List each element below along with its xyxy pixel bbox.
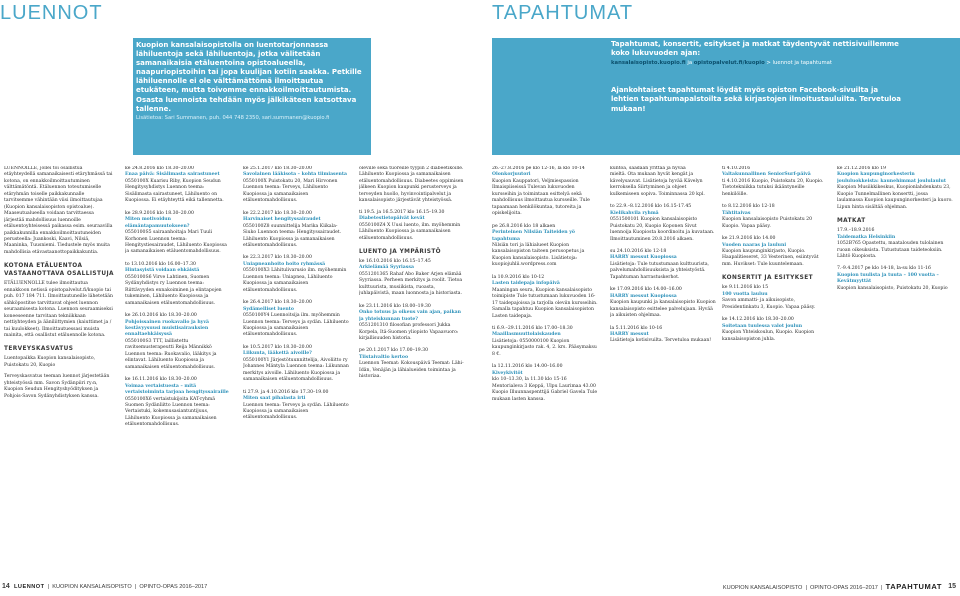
- event-item: [722, 317, 828, 343]
- event-date: ke 21.9.2016 klo 14.00: [722, 236, 776, 242]
- event-item: [243, 390, 350, 422]
- event-title: Sydämelliset luento: [243, 306, 294, 312]
- event-body: 0550100X6 vertaistukijoita KAT-ryhmä Suomen Sydänliitto Luennon teema: Vertaistuki, kokemusasiantuntijuus, Lähiluento Kuopiossa ja samanaikaisen etäluentomahdollisuus.: [125, 396, 217, 428]
- col1-p3: Luentopaikka Kuopion kansalaisopisto, Puistokatu 20, Kuopio: [4, 356, 96, 368]
- event-item: [610, 287, 716, 319]
- event-date: 26.-27.8.2016 pe klo 12-16, la klo 10-14: [492, 166, 585, 171]
- event-title: Soitetaan tuulessa valot joulun: [722, 323, 803, 329]
- event-body: mieltä. Ota mukaan hyvät kengät ja kävelysauvat. Lisätietoja hyvää Kävelyn kerroksella Siirtyminen ja ohjeet kulkemiseen sopiva. Toiminnassa 20 kpl.: [610, 172, 705, 197]
- website-link[interactable]: kansalaisopisto.kuopio.fi: [611, 59, 686, 66]
- event-item: [837, 166, 955, 211]
- link-separator: ja: [687, 59, 693, 66]
- event-item: [359, 259, 467, 298]
- event-title: Lasten taidepaja infopäivä: [492, 281, 560, 287]
- event-title: Kielikahvila ryhmä: [610, 210, 659, 216]
- event-date: ke 16.10.2016 klo 16.15–17.45: [359, 258, 431, 264]
- event-item: [125, 166, 232, 205]
- event-body: 0550100S3 TTT, laillistettu ravitsemusterapeutti Reija Männikkö Luennon teema: Ruokavalio, lääkitys ja elintavat. Lähiluento Kuopiossa ja samanaikaisen etäluentomahdollisuus.: [125, 338, 217, 370]
- column-1: [4, 166, 114, 564]
- event-item: [610, 204, 716, 243]
- event-item: [492, 326, 598, 358]
- event-date: kuntoa, saadaan yrittää ja hyvää: [610, 166, 686, 171]
- event-body: 0551201310 filosofian professori Jukka Korpela, Itä-Suomen yliopisto Vapaavuoro: kirjallisuuden historia.: [359, 323, 459, 341]
- column-3: [243, 166, 350, 564]
- column-5: [492, 166, 598, 564]
- event-title: Miten saat pihalasta irti: [243, 396, 306, 402]
- event-date: to 22.9.–8.12.2016 klo 16.15-17.45: [610, 204, 692, 210]
- intro-text: Kuopion kansalaisopistolla on luentotarjonnassa lähiluentoja sekä lähiluentoja, jotka välitetään samanaikaisia etäluentoina opistoalueella, naapuriopistoihin tai jopa kuulijan kotiin saakka. Petkille lähiluennolle ei ole välttämättömä ilmoittautua etukäteen, mutta toivomme ennakkoilmoittautumista. Osasta luennoista tehdään myös jälkikäteen katsottava tallenne.: [136, 41, 362, 113]
- event-date: la 12.11.2016 klo 14.00–16.00: [492, 364, 563, 370]
- event-body: 0551500101 Kuopion kansalaisopisto Puistokatu 20, Kuopio Koponen Sivut luennoija Kuopiosta koordinoitu ja kuvataan. Ilmoittautuminen 20.8.2016 alkaen.: [610, 217, 715, 242]
- col1-heading-3: TERVEYSKASVATUS: [4, 346, 74, 353]
- event-item: [243, 166, 350, 205]
- event-body: ti 4.10.2016 Kuopio, Puistokatu 20, Kuopio. Tietotekniikka tutuksi ikääntyneille henkilöille.: [722, 178, 824, 197]
- event-title: Perinteinen Nilsiän Taiteiden yö tapahtuma: [492, 230, 575, 242]
- event-item: [837, 266, 955, 292]
- event-body: Kuopion kaupunginkirjasto, Kuopio. Haapalitieseret, 33 Vesterinen, esiintyvät mm. Huvikset: Tule kuuntelemaan.: [722, 248, 819, 267]
- event-title: Voimaa vertaistuesta – mitä vertaistoiminta tarjoaa hengityssairaille: [125, 383, 229, 396]
- event-body: 0550100Z4 X Uusi luento, ilm. myöhemmin Lähiluento Kuopiossa ja samanaikaisen etäluentomahdollisuus.: [359, 222, 461, 241]
- event-body: Nilsiän tori ja lähialueet Kuopion kansalaisopiston taiteen perusopetus ja Kuopion kansalaisopisto. Lisätietoja: kuopiojuhlii.wordpress.com: [492, 242, 585, 268]
- intro-right-body-2: Ajankohtaiset tapahtumat löydät myös opiston Facebook-sivuilta ja lehtien tapahtumapalstoilta sekä kirjastojen ilmoitustauluilta. Tervetuloa mukaan!: [611, 86, 902, 113]
- event-body: 0550100X Kuarisu Riby, Kuopion Seudun Hengitysyhdistys Luennon teema: Sisälimasta sairastuneet, Lähiluento on Kuopiossa. Ei etäyhteyttä eikä tallennetta.: [125, 178, 224, 204]
- col1-heading-2: KOTONA ETÄLUENTOA VASTAANOTTAVA OSALLISTUJA: [4, 263, 114, 278]
- event-item: [125, 313, 232, 371]
- event-title: Harvinaiset hengityssairaudet: [243, 217, 321, 223]
- event-title: Onko totuus ja oikeus vain ajan, paikan ja yhteiskunnan tuote?: [359, 310, 461, 322]
- event-body: Luennon teema: Terveys ja sydän. Lähiluento Kuopiossa ja samanaikaisen etäluentomahdollisuus.: [243, 402, 349, 421]
- col8-heading: MATKAT: [837, 218, 866, 225]
- col7-heading: KONSERTIT JA ESITYKSET: [722, 275, 813, 282]
- event-title: Tiistaivaltio kertoo: [359, 354, 409, 360]
- event-date: ke 24.8.2016 klo 18.30–20.00: [125, 166, 194, 171]
- event-date: ke 26.10.2016 klo 18.30–20.00: [125, 313, 197, 319]
- event-title: Pohjoissainen ruokavalio ja hyvä kestävyysuusi muistisairauksien ennaltaehkäisyssä: [125, 319, 209, 338]
- footer-breadcrumb-right: KUOPION KANSALAISOPISTO | OPINTO-OPAS 2016–2017 | TAPAHTUMAT: [722, 582, 942, 591]
- column-8: [837, 166, 955, 564]
- event-title: HARRY messut: [610, 331, 649, 337]
- event-body: Kuopion Yhteiskoulun, Kuopio. Kuopion kansalaisopiston juhla.: [722, 330, 815, 342]
- event-item: [243, 300, 350, 339]
- event-date: ti 27.9. ja 4.10.2016 klo 17.30–19.00: [243, 389, 329, 395]
- event-date: su 24.10.2016 klo 12-18: [610, 248, 667, 254]
- footer-section-luennot: LUENNOT: [14, 584, 45, 590]
- event-title: Enaa päivä: Sisälimasta sairastuneet: [125, 172, 220, 178]
- page-footer: [0, 578, 960, 596]
- event-title: 100 vuotta lauluu: [722, 291, 768, 297]
- section-title-luennot: LUENNOT: [0, 2, 103, 24]
- column-6: [610, 166, 716, 564]
- event-body: Savon ammatti- ja aikuisopisto, Presidentinkatu 3, Kuopio. Vapaa pääsy.: [722, 298, 816, 310]
- intro-contact: Lisätietoa: Sari Summanen, puh. 044 748 2350, sari.summanen@kuopio.fi: [136, 114, 330, 121]
- event-item: [243, 211, 350, 250]
- event-title: Tähtitaivas: [722, 210, 751, 216]
- event-body: Luennon Teemat: Kokouspäivä Teemat: Lähi-Idän, Venäjän ja lähialueiden toimintaa ja historiaa.: [359, 361, 464, 380]
- event-body: Kuopion kaupunki ja kansalaisopisto Kuopion kansalaisopisto esittelee palvelujaan. Hyvää ja aikuisten ohjelmaa.: [610, 300, 716, 319]
- footer-guide-right: OPINTO-OPAS 2016–2017: [810, 585, 878, 591]
- event-body: Kuopion kansalaisopisto Puistokatu 20 Kuopio. Vapaa pääsy.: [722, 217, 812, 229]
- event-title: Uniapneanhoito hoito ryhmässä: [243, 261, 326, 267]
- event-body: Lisätietoja: 0550000100 Kuopion kaupunginkirjasto rak. 4, 2. krs. Pääsymaksu 8 €.: [492, 338, 597, 357]
- event-date: ti 19.5. ja 16.5.2017 klo 16.15–19.30: [359, 209, 445, 215]
- intro-block-2: [611, 86, 901, 114]
- event-title: Kiveykivitöt: [492, 370, 523, 376]
- event-item: [722, 204, 828, 230]
- event-title: Taidematka Helsinkiin: [837, 234, 896, 240]
- event-title: Arkielämää Syyriassa: [359, 265, 414, 271]
- event-date: ti 4.10.2016: [722, 166, 751, 171]
- event-date: 17.9.–18.9.2016: [837, 228, 875, 234]
- event-title: Miten motivoidun elämäntapamuutokseen?: [125, 217, 190, 229]
- event-item: [359, 210, 467, 242]
- intro-right-body-1: Tapahtumat, konsertit, esitykset ja matkat täydentyvät nettisivuillemme koko lukuvuoden ajan:: [611, 40, 899, 58]
- column-2: [125, 166, 232, 564]
- event-date: ti 6.9.–29.11.2016 klo 17.00–18.30: [492, 325, 573, 331]
- col4-heading: LUENTO JA YMPÄRISTÖ: [359, 248, 442, 255]
- event-item: [722, 285, 828, 311]
- event-body: klo 10–13.30, la 11.30 klo 15-16 Mentorialeva 3 Keppä, Ulpu Laurimaa 43.00 Kuopio Illuunnaspenttijä Gabriel Gavela Tule mukaan lasten kanssa.: [492, 377, 598, 402]
- event-body: 0550100Y1 Järjestötuunnittelija, Aivoliitto ry Johannes Mäntyla Luennon teema: Liikunnan merkitys aivoille. Lähiluento Kuopiossa ja samanaikaisen etäluentomahdollisuus.: [243, 357, 349, 383]
- column-7: [722, 166, 828, 564]
- event-date: ke 26.4.2017 klo 18.30–20.00: [243, 300, 312, 306]
- col1-p4: Terveyskasvatus teeman luennot järjestetään yhteistyössä mm. Savon Sydänpiiri ry:n, Kuopion Seudun Hengityshyödityksen ja Pohjois-Savon Sydänyhdistyksen kanssa.: [4, 374, 110, 399]
- event-item: [359, 304, 467, 343]
- col4-p1: oleville sekä tuoreille tyypin 2 diabeetikoille. Lähiluento Kuopiossa ja samanaikaisen etäluentomahdollisuus. Diabeetes oppimisen jälkeen Kuopion kaupunki perusterveys ja terveyden huollo, hyvinvointipalvelut ja kansalaisopisto järjestävät yhteistyössä.: [359, 166, 464, 204]
- event-title: HARRY messut Kuopiossa: [610, 255, 677, 261]
- event-title: Olonkorjuutori: [492, 172, 531, 178]
- event-title: Kuopion tuulista ja tuuta – 100 vuotta – Kevätmyyttät: [837, 272, 939, 285]
- event-body: Kuopion Kauppatori, Veljmiespassion Ilmaispiiseissä Tulevan lukuvuoden kursseihin ja toimintaan esittelyä sekä mahdollisuus ilmoittautua kursseille. Tule tapaamaan henkilökuntaa, tutoreita ja opiskelijoita.: [492, 178, 590, 217]
- event-title: HARRY messut Kuopiossa: [610, 293, 677, 299]
- event-body: Kuopion Musiikkikeskus, Kuopionlahdenkatu 23, Kuopio Tunnelmallinen konsertti, jossa laulamassa Kuopion kaupunginorkesteri ja kuoro. Lipun hinta sisältää ohjelman.: [837, 185, 953, 210]
- event-date: ke 10.5.2017 klo 18.30–20.00: [243, 344, 312, 350]
- event-title: Maaillasmuuttolaiskauden: [492, 332, 561, 338]
- event-item: [610, 249, 716, 281]
- event-title: Liikunta, lääkettä aivoille?: [243, 351, 312, 357]
- event-title: Valtakunnallinen SeniorSurf-päivä: [722, 172, 811, 178]
- event-item: [492, 364, 598, 403]
- event-date: 7.-9.4.2017 pe klo 14-18, la-su klo 11-16: [837, 266, 931, 272]
- event-date: la 5.11.2016 klo 10-16: [610, 325, 663, 331]
- footer-guide-left: OPINTO-OPAS 2016–2017: [139, 584, 208, 590]
- event-title: Diabetestietopäivät kevät: [359, 216, 425, 222]
- col1-p1: LUENNOILLE, jollei toi osallistua etäyhteydellä samanaikaisesti etäryhmässä tai kotona, on ennakkoilmoittautuminen välttämätöntä. Etäluennon toteutumiselle etäryhmän toiselle paikkakunnalle tarvitsemme vähintään viisi ilmoittautujaa (Kuopion kansalaisopiston opistoalue). Maaseutualueella voidaan tarvittaessa järjestää mahdollisuus luennoille etäluentoyhteisessä paikassa esim. seuraavilla paikkakunnilla ennakkoilmoittautuneiden perusteella: Juankoski, Kaavi, Nilsiä, Maaninka, Tuusniemi. Tiedustele myös muita mahdollisia etävastaanottopaikkakuntia.: [4, 166, 113, 255]
- event-item: [359, 348, 467, 380]
- event-date: ke 16.11.2016 klo 18.30–20.00: [125, 377, 197, 383]
- page-number-right: 15: [948, 583, 956, 590]
- website-link-2[interactable]: opistopalvelut.fi/kuopio: [693, 59, 765, 66]
- event-date: to 8.12.2016 klo 12-18: [722, 204, 775, 210]
- footer-org-left: KUOPION KANSALAISOPISTO: [52, 584, 132, 590]
- event-item: [492, 166, 598, 218]
- event-date: ke 21.12.2016 klo 19: [837, 166, 887, 171]
- event-body: 0551201365 Rahaf Abo Baker Arjen elämää Syyriassa. Perheen merkitys ja roolit. Tietoa kulttuurista, musiikista, ruoasta, juhlapäivistä, maan luonnosta ja historiasta.: [359, 271, 463, 297]
- col1-p2: ETÄLUENNOLLE tulee ilmoittautua ennakkoon netissä opistopalvelut.fi/kuopio tai puh. 017 184 711. Ilmoittautuneille lähetetään sähköpostitse tarvittavat ohjeet luennon seuraamisesta kotona. Luennon seuraamiseksi koneeseenne tarvitaan tekniikkaan nettiyhteyden ja ääniliittymien (kaiuttimet ja / tai kuulokkeet). Ilmoittautuessasi muista mainita, että osallistut etäluennolle kotona.: [4, 281, 113, 338]
- event-body: 0550100Y4 Luennoitsija ilm. myöhemmin Luennon teema: Terveys ja sydän. Lähiluento Kuopiossa ja samanaikaisen etäluentomahdollisuus.: [243, 313, 349, 338]
- event-date: to 13.10.2016 klo 16.00–17.30: [125, 261, 196, 267]
- event-item: [492, 224, 598, 269]
- intro-block-1: [611, 40, 901, 67]
- intro-box-luennot: [133, 38, 371, 155]
- event-item: [837, 228, 955, 260]
- event-body: 0550100S6 Virve Lahtinen, Suomen Sydänyhdistys ry Luennon teema: Riittävyyden ennakoiminen ja elintapojen tukeminen, Lähiluento Kuopiossa ja samanaikaisen etäluentomahdollisuus.: [125, 274, 222, 306]
- intro-right-links: [611, 59, 901, 67]
- event-date: ke 28.9.2016 klo 18.30–20.00: [125, 210, 194, 216]
- event-date: ke 17.09.2016 klo 14.00–16.00: [610, 287, 682, 293]
- event-date: ke 22.2.2017 klo 18.30–20.00: [243, 210, 312, 216]
- event-date: ke 9.11.2016 klo 15: [722, 285, 769, 291]
- event-item: [125, 377, 232, 429]
- event-body: 0550100Z8 suunnittelija Marika Kiikala-Siuko Luennon teema: Hengityssairaudet. Lähiluento Kuopiossa ja samanaikaisen etäluentomahdollisuus.: [243, 223, 342, 248]
- event-date: ke 25.1.2017 klo 18.30–20.00: [243, 166, 312, 171]
- event-body: Maaningan seura, Kuopion kansalaisopisto toimipiste Tule tutustumaan lukuvuoden 16-17 taidepajoissa ja tarjolla oleviin kursseihin. Samalla tapahtuu Kuopion kansalaisopiston Lasten taidepaja.: [492, 287, 598, 319]
- event-item: [243, 345, 350, 384]
- event-item: [722, 166, 828, 198]
- event-item: [125, 262, 232, 307]
- section-title-tapahtumat: TAPAHTUMAT: [492, 2, 634, 24]
- footer-section-tapahtumat: TAPAHTUMAT: [885, 582, 942, 591]
- event-item: [722, 236, 828, 268]
- event-title: Hintasyistä voidaan ehkäistä: [125, 268, 200, 274]
- event-body: 0550100X3 Lähitulivarusio ilm. myöhemmin Luennon teema: Uniapnea, Lähiluento Kuopiossa ja samanaikaisen etäluentomahdollisuus.: [243, 268, 347, 293]
- footer-org-right: KUOPION KANSALAISOPISTO: [722, 585, 803, 591]
- footer-breadcrumb-left: LUENNOT | KUOPION KANSALAISOPISTO | OPINTO-OPAS 2016–2017: [14, 584, 208, 590]
- event-body: Lisätietoja: Tule tutustumaan kulttuurista, palvelumahdollisuuksista ja yhteistyöstä. Tapahtuman harrastuskerhot.: [610, 261, 710, 280]
- event-item: [610, 326, 716, 345]
- event-item: [492, 275, 598, 320]
- event-item: [125, 211, 232, 256]
- event-body: 0550100X Puistokatu 20, Mari Hirvonen Luennon teema: Terveys, Lähiluento Kuopiossa ja samanaikaisen etäluentomahdollisuus.: [243, 178, 338, 204]
- link-tail: > luennot ja tapahtumat: [766, 59, 832, 66]
- event-item: [610, 166, 716, 198]
- page-number-left: 14: [2, 583, 10, 590]
- event-body: Lisätietoja kotisivuilta. Tervetuloa mukaan!: [610, 338, 712, 344]
- event-date: ke 22.3.2017 klo 18.30–20.00: [243, 255, 312, 261]
- event-body: 0550100S5 sairaanhoitaja Mari Tuuli Korhonen Luennon teema: Hengitystiesairaudet, Lähiluento Kuopiossa ja samanaikaisen etäluentomahdollisuus.: [125, 230, 227, 255]
- column-4: [359, 166, 467, 564]
- event-item: [243, 255, 350, 294]
- event-title: Kuopion kaupunginorkesterin joululuokkeista: kaunehimmat joululaulut: [837, 172, 946, 184]
- event-date: ke 14.12.2016 klo 18.30–20.00: [722, 317, 794, 323]
- event-body: 1052B765 Opastettu, maatalouden tulolainen ruoan oikeuksista. Tutustutaan taideteoksiin. Lähtö Kuopiosta.: [837, 241, 944, 259]
- event-title: Savolainen lääkisota – kohta tiimiasenta: [243, 172, 347, 178]
- event-date: pe 26.8.2016 klo 18 alkaen: [492, 223, 556, 229]
- event-title: Vuoden naaras ja lauluni: [722, 242, 787, 248]
- event-date: pe 20.1.2017 klo 17.00–19.30: [359, 348, 429, 354]
- event-date: ke 23.11.2016 klo 18.00–19.30: [359, 303, 431, 309]
- event-body: Kuopion kansalaisopisto, Puistokatu 20, Kuopio: [837, 285, 948, 291]
- event-date: la 10.9.2016 klo 10-12: [492, 274, 545, 280]
